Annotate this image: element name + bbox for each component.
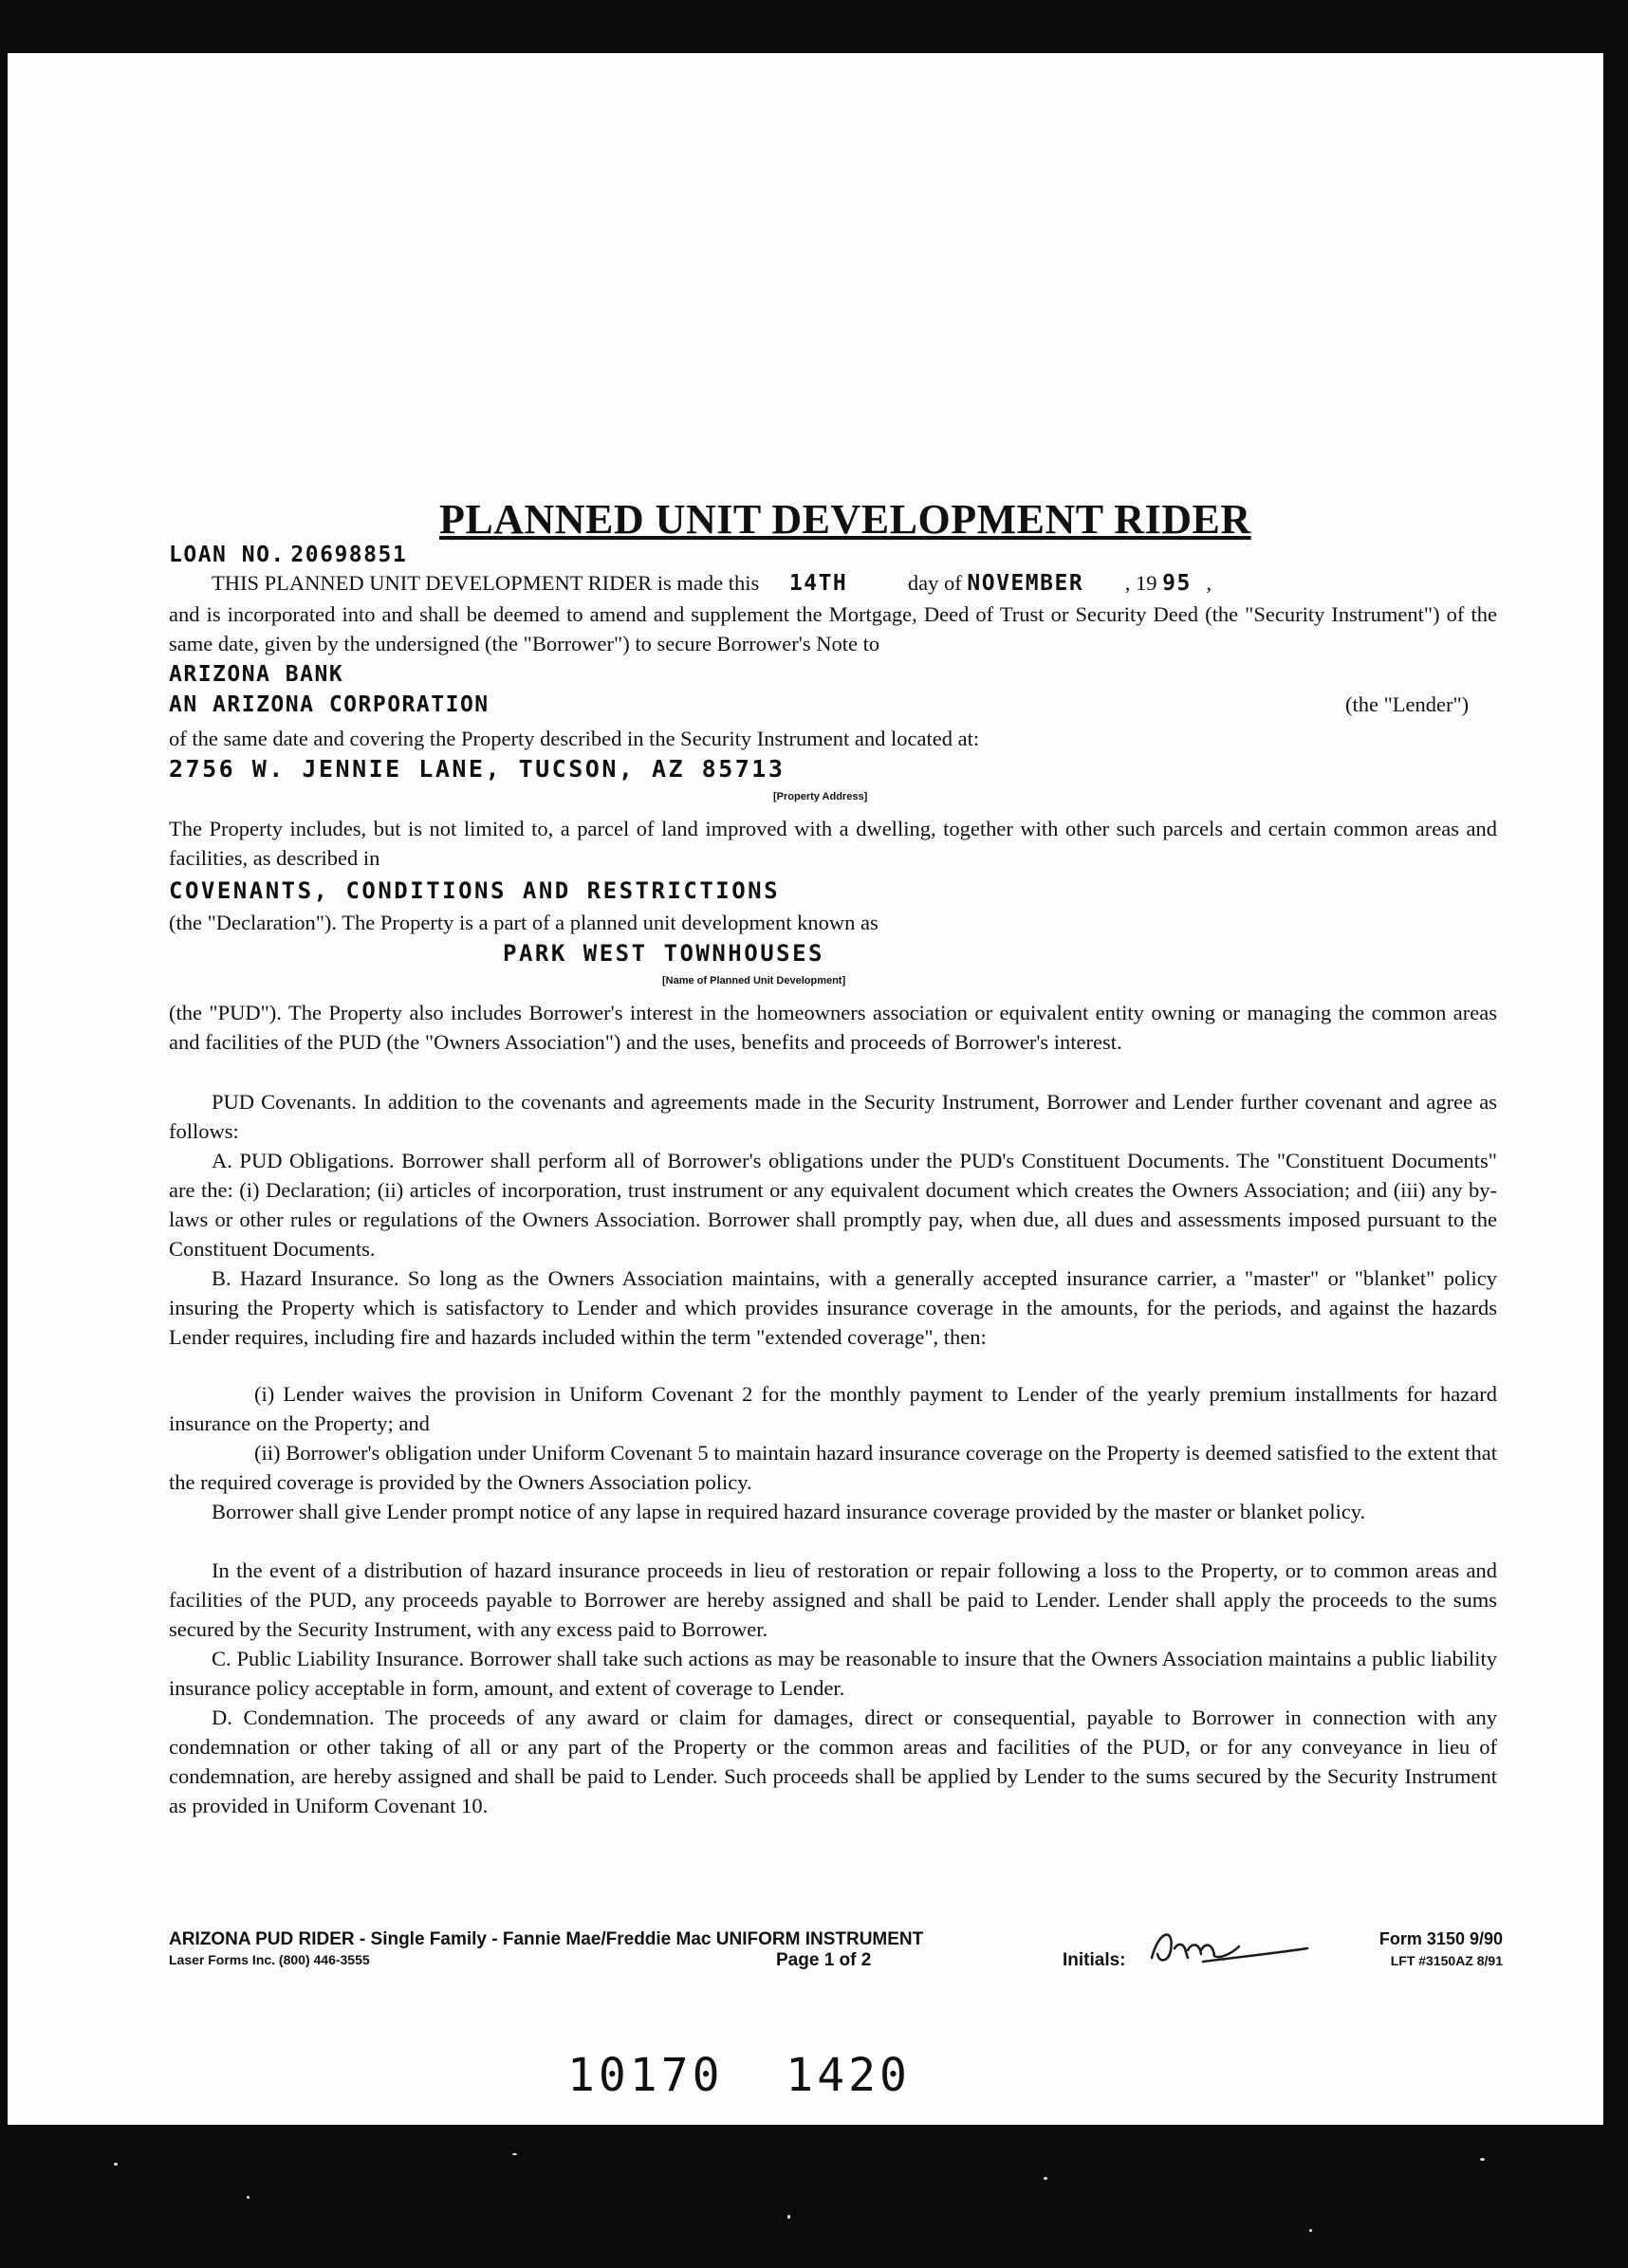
lender-label: (the "Lender") — [1345, 692, 1470, 716]
section-b-item-i: (i) Lender waives the provision in Uniform Covenant 2 for the monthly payment to Lender of the yearly premium installments for hazard insurance on the Property; and — [169, 1382, 1497, 1435]
intro-line — [212, 569, 1212, 598]
declaration-text: (the "Declaration"). The Property is a part of a planned unit development known as — [169, 911, 879, 934]
rider-month: NOVEMBER — [967, 571, 1084, 596]
form-title: ARIZONA PUD RIDER - Single Family - Fannie Mae/Freddie Mac UNIFORM INSTRUMENT — [169, 1929, 924, 1949]
document-page — [8, 53, 1603, 2125]
section-b-hazard-insurance: B. Hazard Insurance. So long as the Owners Association maintains, with a generally accepted insurance carrier, a "master" or "blanket" policy insuring the Property which is satisfactory to Lender and which provides insurance coverage in the amounts, for the periods, and against the hazards Lender requires, including fire and hazards included within the term "extended coverage", then: — [169, 1266, 1497, 1349]
form-numbers — [1332, 1929, 1503, 1968]
section-b-item-ii: (ii) Borrower's obligation under Uniform Covenant 5 to maintain hazard insurance coverage on the Property is deemed satisfied to the extent that the required coverage is provided by the Owners Association policy. — [169, 1441, 1497, 1494]
section-b-notice: Borrower shall give Lender prompt notice of any lapse in required hazard insurance coverage provided by the master or blanket policy. — [212, 1500, 1366, 1523]
section-d-condemnation: D. Condemnation. The proceeds of any award or claim for damages, direct or consequential, payable to Borrower in connection with any condemnation or other taking of all or any part of the Property or the common areas and facilities of the PUD, or for any conveyance in lieu of condemnation, are hereby assigned and shall be paid to Lender. Such proceeds shall be applied by Lender to the sums secured by the Security Instrument as provided in Uniform Covenant 10. — [169, 1706, 1497, 1817]
property-intro: of the same date and covering the Property described in the Security Instrument and located at: — [169, 727, 980, 750]
scan-speck — [114, 2163, 118, 2166]
declaration-name: COVENANTS, CONDITIONS AND RESTRICTIONS — [169, 877, 781, 904]
recording-stamp: 10170 1420 — [567, 2049, 911, 2102]
loan-number-label: LOAN NO. — [169, 543, 286, 567]
section-a-pud-obligations: A. PUD Obligations. Borrower shall perform all of Borrower's obligations under the PUD's Constituent Documents. The "Constituent Documents" are the: (i) Declaration; (ii) articles of incorporation, trust instrument or any equivalent document which creates the Owners Association; and (iii) any by-laws or other rules or regulations of the Owners Association. Borrower shall promptly pay, when due, all dues and assessments imposed pursuant to the Constituent Documents. — [169, 1149, 1497, 1261]
intro-body: and is incorporated into and shall be deemed to amend and supplement the Mortgage, Deed of Trust or Security Deed (the "Security Instrument") of the same date, given by the undersigned (the "Borrower") to secure Borrower's Note to — [169, 602, 1497, 655]
scan-border-right — [1603, 0, 1628, 2268]
scan-border-left — [0, 0, 8, 2268]
initials-signature — [1146, 1920, 1317, 1979]
lender-corporation: AN ARIZONA CORPORATION — [169, 692, 490, 717]
form-footer — [169, 1929, 1126, 1973]
year-prefix: , 19 — [1124, 571, 1157, 595]
scan-border-bottom — [0, 2125, 1628, 2268]
form-vendor: Laser Forms Inc. (800) 446-3555 — [169, 1952, 370, 1967]
lft-number: LFT #3150AZ 8/91 — [1390, 1953, 1503, 1968]
scan-speck — [1044, 2177, 1047, 2180]
initials-label: Initials: — [1063, 1950, 1126, 1970]
page-number: Page 1 of 2 — [776, 1950, 872, 1970]
property-address-caption: [Property Address] — [773, 791, 868, 802]
scan-speck — [1309, 2229, 1312, 2232]
section-b-distribution: In the event of a distribution of hazard insurance proceeds in lieu of restoration or repair following a loss to the Property, or to common areas and facilities of the PUD, any proceeds payable to Borrower are hereby assigned and shall be paid to Lender. Lender shall apply the proceeds to the sums secured by the Security Instrument, with any excess paid to Borrower. — [169, 1558, 1497, 1641]
lender-name: ARIZONA BANK — [169, 662, 344, 687]
scan-speck — [787, 2215, 790, 2219]
section-c-public-liability: C. Public Liability Insurance. Borrower shall take such actions as may be reasonable to insure that the Owners Association maintains a public liability insurance policy acceptable in form, amount, and extent of coverage to Lender. — [169, 1647, 1497, 1700]
scan-border-top — [0, 0, 1628, 53]
scan-speck — [247, 2196, 250, 2199]
year-suffix: , — [1206, 571, 1212, 595]
rider-year: 95 — [1162, 571, 1192, 596]
loan-number-line — [169, 541, 407, 569]
scan-speck — [1480, 2158, 1485, 2161]
rider-day: 14TH — [788, 571, 848, 596]
day-of-label: day of — [907, 571, 962, 595]
loan-number: 20698851 — [290, 543, 408, 567]
property-includes: The Property includes, but is not limited to, a parcel of land improved with a dwelling, together with other such parcels and certain common areas and facilities, as described in — [169, 817, 1497, 870]
pud-covenants-paragraph: PUD Covenants. In addition to the covenants and agreements made in the Security Instrument, Borrower and Lender further covenant and agree as follows: — [169, 1090, 1497, 1143]
document-title: PLANNED UNIT DEVELOPMENT RIDER — [439, 496, 1251, 543]
pud-name-caption: [Name of Planned Unit Development] — [662, 975, 846, 986]
intro-prefix: THIS PLANNED UNIT DEVELOPMENT RIDER is made this — [212, 571, 760, 595]
pud-paragraph: (the "PUD"). The Property also includes Borrower's interest in the homeowners association or equivalent entity owning or managing the common areas and facilities of the PUD (the "Owners Association") and the uses, benefits and proceeds of Borrower's interest. — [169, 1001, 1497, 1054]
scan-speck — [512, 2153, 517, 2155]
pud-name: PARK WEST TOWNHOUSES — [503, 940, 824, 967]
form-number: Form 3150 9/90 — [1378, 1929, 1503, 1948]
property-address: 2756 W. JENNIE LANE, TUCSON, AZ 85713 — [169, 755, 786, 783]
